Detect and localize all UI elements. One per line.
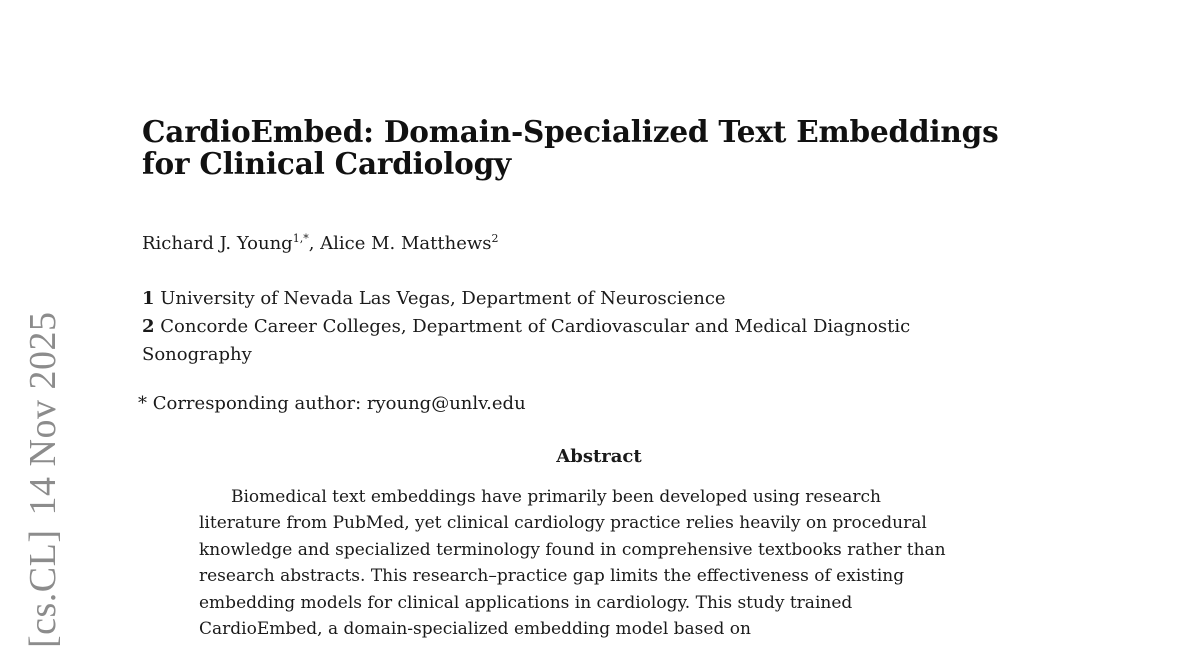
affiliation-item [142, 313, 1042, 341]
affiliation-text: University of Nevada Las Vegas, Department of Neuroscience [160, 288, 726, 309]
abstract-line: embedding models for clinical applications in cardiology. This study trained [199, 592, 853, 613]
affiliation-item [142, 285, 1042, 313]
author-separator: , [308, 233, 321, 254]
abstract-line: research abstracts. This research–practice gap limits the effectiveness of existing [199, 566, 905, 587]
corresponding-author: * Corresponding author: ryoung@unlv.edu [138, 393, 526, 414]
affiliation-list [142, 285, 1042, 369]
affiliation-continuation: Sonography [142, 344, 252, 365]
abstract-body [199, 484, 1019, 642]
abstract-line: Biomedical text embeddings have primarily been developed using research [231, 487, 881, 507]
affiliation-number: 2 [142, 316, 155, 337]
abstract-line: CardioEmbed, a domain-specialized embedding model based on [199, 619, 751, 640]
affiliation-number: 1 [142, 288, 155, 309]
title-line-2: for Clinical Cardiology [142, 146, 511, 181]
abstract-line: literature from PubMed, yet clinical cardiology practice relies heavily on procedural [199, 513, 927, 534]
paper-title [142, 116, 1102, 180]
abstract-heading-text: Abstract [556, 446, 642, 467]
abstract-line: knowledge and specialized terminology found in comprehensive textbooks rather than [199, 539, 946, 560]
arxiv-side-stamp [24, 312, 62, 648]
arxiv-date: 14 Nov 2025 [22, 311, 64, 516]
author-affiliation-marker: 2 [491, 232, 499, 245]
arxiv-category: [cs.CL] [22, 529, 64, 648]
author-list [142, 232, 499, 256]
affiliation-text: Concorde Career Colleges, Department of Cardiovascular and Medical Diagnostic [160, 316, 911, 337]
abstract-heading [0, 445, 1200, 469]
author-affiliation-marker: 1,* [292, 232, 309, 245]
author-name: Alice M. Matthews [320, 233, 492, 254]
title-line-1: CardioEmbed: Domain-Specialized Text Embeddings [142, 114, 999, 149]
author-name: Richard J. Young [142, 233, 293, 254]
